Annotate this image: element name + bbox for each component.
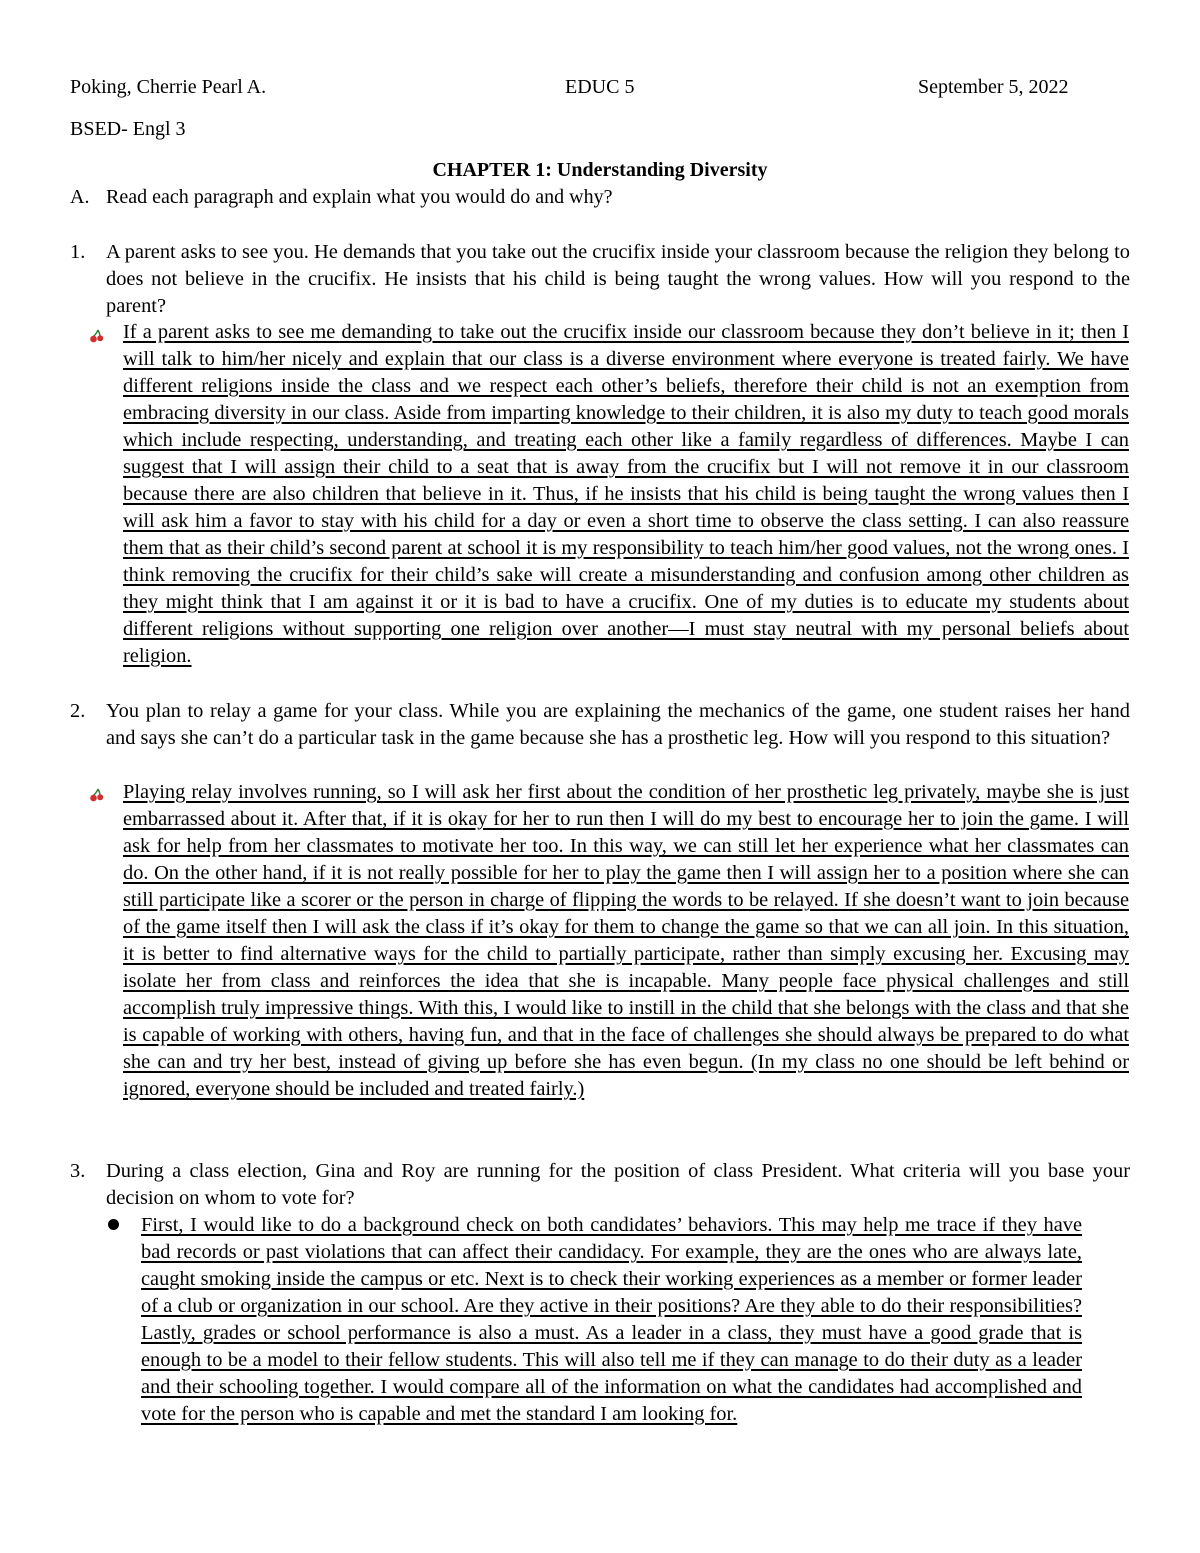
question-number: 1.: [70, 241, 86, 263]
question-3: [70, 1158, 1130, 1212]
question-1: [70, 239, 1130, 320]
chapter-title: CHAPTER 1: Understanding Diversity: [432, 159, 768, 181]
student-name: Poking, Cherrie Pearl A.: [70, 76, 267, 98]
question-number: 2.: [70, 700, 86, 722]
answer-3: First, I would like to do a background check on both candidates’ behaviors. This may help me trace if they have bad records or past violations that can affect their candidacy. For example, they are the ones who are always late, caught smoking inside the campus or etc. Next is to check their working experiences as a member or former leader of a club or organization in our school. Are they active in their positions? Are they able to do their responsibilities? Lastly, grades or school performance is also a must. As a leader in a class, they must have a good grade that is enough to be a model to their fellow students. This will also tell me if they can manage to do their duty as a leader and their schooling together. I would compare all of the information on what the candidates had accomplished and vote for the person who is capable and met the standard I am looking for.: [141, 1214, 1082, 1425]
answer-1: If a parent asks to see me demanding to take out the crucifix inside our classroom because they don’t believe in it; then I will talk to him/her nicely and explain that our class is a diverse environment where everyone is treated fairly. We have different religions inside the class and we respect each other’s beliefs, therefore their child is not an exemption from embracing diversity in our class. Aside from imparting knowledge to their children, it is also my duty to teach good morals which include respecting, understanding, and treating each other like a family regardless of differences. Maybe I can suggest that I will assign their child to a seat that is away from the crucifix but I will not remove it in our classroom because there are also children that believe in it. Thus, if he insists that his child is being taught the wrong values then I will ask him a favor to stay with his child for a day or even a short time to observe the class setting. I can also reassure them that as their child’s second parent at school it is my responsibility to teach him/her good values, not the wrong ones. I think removing the crucifix for their child’s sake will create a misunderstanding and confusion among other children as they might think that I am against it or it is bad to have a crucifix. One of my duties is to educate my students about different religions without supporting one religion over another—I must stay neutral with my personal beliefs about religion.: [123, 321, 1129, 667]
answer-2: Playing relay involves running, so I will ask her first about the condition of her prosthetic leg privately, maybe she is just embarrassed about it. After that, if it is okay for her to run then I will do my best to encourage her to join the game. I will ask for help from her classmates to motivate her too. In this way, we can still let her experience what her classmates can do. On the other hand, if it is not really possible for her to play the game then I will assign her to a position where she can still participate like a scorer or the person in charge of flipping the words to be relayed. If she doesn’t want to join because of the game itself then I will ask the class if it’s okay for them to change the game so that we can all join. In this situation, it is better to find alternative ways for the child to partially participate, rather than simply excusing her. Excusing may isolate her from class and reinforces the idea that she is incapable. Many people face physical challenges and still accomplish truly impressive things. With this, I would like to instill in the child that she belongs with the class and that she is capable of working with others, having fun, and that in the face of challenges she should always be prepared to do what she can and try her best, instead of giving up before she has even begun. (In my class no one should be left behind or ignored, everyone should be included and treated fairly.): [123, 781, 1129, 1100]
student-section: BSED- Engl 3: [70, 118, 186, 140]
question-text: You plan to relay a game for your class. While you are explaining the mechanics of the game, one student raises her hand and says she can’t do a particular task in the game because she has a prosthetic leg. How will you respond to this situation?: [106, 700, 1130, 749]
instruction-text: Read each paragraph and explain what you would do and why?: [106, 186, 613, 208]
document-date: September 5, 2022: [918, 76, 1069, 98]
question-text: A parent asks to see you. He demands that you take out the crucifix inside your classroom because the religion they belong to does not believe in the crucifix. He insists that his child is being taught the wrong values. How will you respond to the parent?: [106, 241, 1130, 317]
question-text: During a class election, Gina and Roy are running for the position of class President. What criteria will you base your decision on whom to vote for?: [106, 1160, 1130, 1209]
cherry-icon: [89, 787, 105, 803]
round-bullet-icon: [108, 1219, 119, 1230]
instruction-label: A.: [70, 186, 90, 208]
question-2: [70, 698, 1130, 752]
cherry-icon: [89, 328, 105, 344]
course-code: EDUC 5: [565, 76, 635, 98]
question-number: 3.: [70, 1160, 86, 1182]
instruction: [70, 185, 613, 209]
